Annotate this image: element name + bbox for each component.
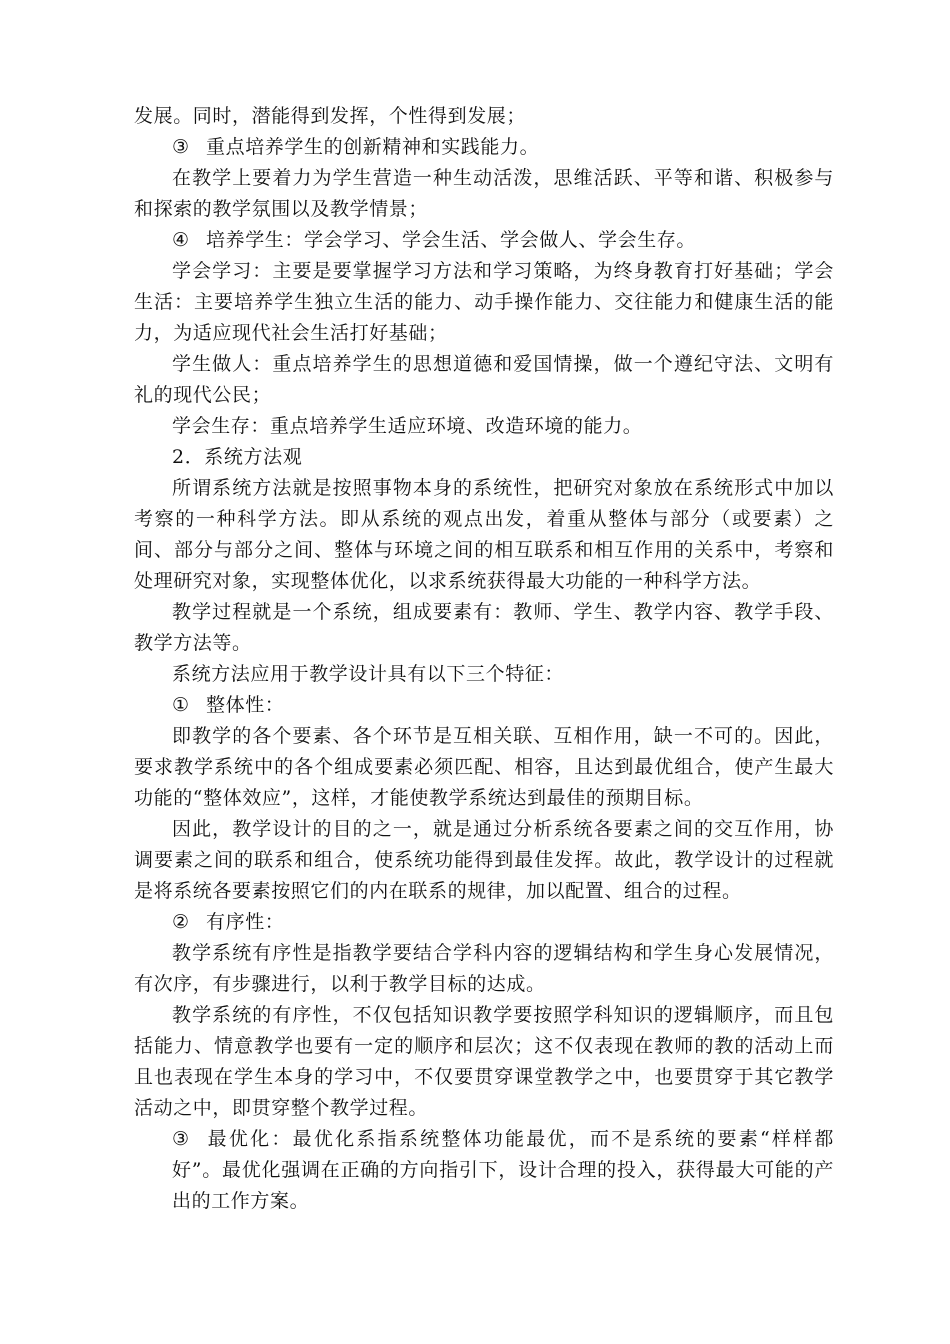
paragraph: 2．系统方法观	[172, 446, 303, 468]
item-text: 最优化：最优化系指系统整体功能最优，而不是系统的要素“样样都好”。最优化强调在正确的方向指引下，设计合理的投入，获得最大可能的产出的工作方案。	[172, 1128, 834, 1212]
paragraph: 教学过程就是一个系统，组成要素有：教师、学生、教学内容、教学手段、教学方法等。	[134, 601, 834, 654]
numbered-item	[134, 132, 834, 163]
paragraph: 即教学的各个要素、各个环节是互相关联、互相作用，缺一不可的。因此，要求教学系统中的各个组成要素必须匹配、相容，且达到最优组合，使产生最大功能的“整体效应”，这样，才能使教学系统达到最佳的预期目标。	[134, 725, 834, 809]
numbered-item	[134, 907, 834, 938]
item-number: ③	[172, 1128, 190, 1150]
paragraph: 学会生存：重点培养学生适应环境、改造环境的能力。	[172, 415, 643, 437]
paragraph: 系统方法应用于教学设计具有以下三个特征：	[172, 663, 565, 685]
paragraph: 因此，教学设计的目的之一，就是通过分析系统各要素之间的交互作用，协调要素之间的联系和组合，使系统功能得到最佳发挥。故此，教学设计的过程就是将系统各要素按照它们的内在联系的规律，加以配置、组合的过程。	[134, 818, 834, 902]
paragraph: 所谓系统方法就是按照事物本身的系统性，把研究对象放在系统形式中加以考察的一种科学方法。即从系统的观点出发，着重从整体与部分（或要素）之间、部分与部分之间、整体与环境之间的相互联系和相互作用的关系中，考察和处理研究对象，实现整体优化，以求系统获得最大功能的一种科学方法。	[134, 477, 834, 592]
numbered-item	[134, 225, 834, 256]
paragraph: 学生做人：重点培养学生的思想道德和爱国情操，做一个遵纪守法、文明有礼的现代公民；	[134, 353, 834, 406]
document-body	[134, 101, 834, 1217]
item-text: 重点培养学生的创新精神和实践能力。	[206, 136, 540, 158]
item-number: ④	[172, 229, 190, 251]
paragraph: 发展。同时，潜能得到发挥，个性得到发展；	[134, 105, 527, 127]
item-text: 培养学生：学会学习、学会生活、学会做人、学会生存。	[206, 229, 697, 251]
paragraph: 教学系统有序性是指教学要结合学科内容的逻辑结构和学生身心发展情况，有次序，有步骤进行，以利于教学目标的达成。	[134, 942, 834, 995]
item-text: 整体性：	[206, 694, 285, 716]
paragraph: 教学系统的有序性，不仅包括知识教学要按照学科知识的逻辑顺序，而且包括能力、情意教学也要有一定的顺序和层次；这不仅表现在教师的教的活动上而且也表现在学生本身的学习中，不仅要贯穿课堂教学之中，也要贯穿于其它教学活动之中，即贯穿整个教学过程。	[134, 1004, 834, 1119]
paragraph: 在教学上要着力为学生营造一种生动活泼，思维活跃、平等和谐、积极参与和探索的教学氛围以及教学情景；	[134, 167, 834, 220]
item-number: ①	[172, 694, 190, 716]
numbered-item	[134, 1124, 834, 1217]
item-number: ②	[172, 911, 190, 933]
item-text: 有序性：	[206, 911, 285, 933]
item-number: ③	[172, 136, 190, 158]
paragraph: 学会学习：主要是要掌握学习方法和学习策略，为终身教育打好基础；学会生活：主要培养学生独立生活的能力、动手操作能力、交往能力和健康生活的能力，为适应现代社会生活打好基础；	[134, 260, 834, 344]
numbered-item	[134, 690, 834, 721]
